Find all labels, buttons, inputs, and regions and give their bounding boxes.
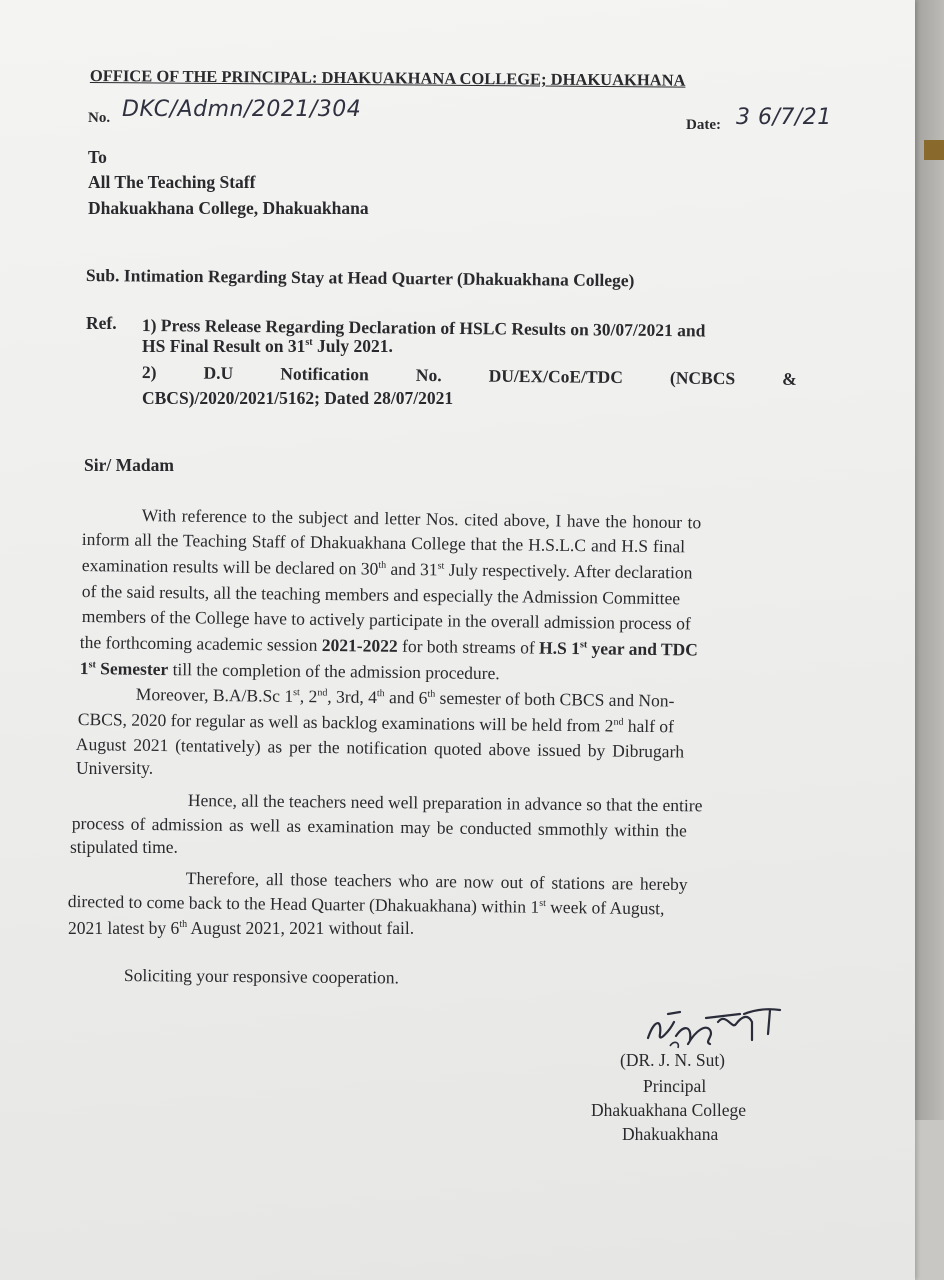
paragraph-2-line-3: August 2021 (tentatively) as per the notification quoted above issued by Dibrugarh: [75, 734, 685, 762]
paragraph-4-line-1: Therefore, all those teachers who are now out of stations are hereby: [185, 868, 688, 895]
paragraph-1-line-6: the forthcoming academic session 2021-2022 for both streams of H.S 1st year and TDC: [79, 632, 699, 660]
paragraph-4-line-2: directed to come back to the Head Quarter (Dhakuakhana) within 1st week of August,: [67, 891, 665, 919]
reference-1-line-1: 1) Press Release Regarding Declaration of HSLC Results on 30/07/2021 and: [141, 315, 706, 341]
handwritten-signature: [640, 1000, 785, 1052]
paragraph-1-line-4: of the said results, all the teaching members and especially the Admission Committee: [81, 581, 681, 609]
signatory-place: Dhakuakhana: [622, 1124, 719, 1144]
signatory-designation: Principal: [643, 1076, 707, 1096]
salutation: Sir/ Madam: [84, 455, 174, 475]
closing-line: Soliciting your responsive cooperation.: [123, 965, 400, 988]
reference-number-label: No.: [88, 110, 111, 126]
paragraph-3-line-1: Hence, all the teachers need well preparation in advance so that the entire: [187, 790, 703, 816]
reference-1-line-2: HS Final Result on 31st July 2021.: [142, 336, 393, 356]
reference-2-line-2: CBCS)/2020/2021/5162; Dated 28/07/2021: [142, 388, 454, 408]
paragraph-1-line-1: With reference to the subject and letter Nos. cited above, I have the honour to: [141, 505, 702, 533]
signatory-name: (DR. J. N. Sut): [620, 1050, 726, 1070]
paragraph-1-line-3: examination results will be declared on 30th and 31st July respectively. After declaration: [81, 555, 693, 583]
paragraph-2-line-1: Moreover, B.A/B.Sc 1st, 2nd, 3rd, 4th and 6th semester of both CBCS and Non-: [135, 684, 675, 711]
paragraph-1-line-7: 1st Semester till the completion of the admission procedure.: [79, 658, 500, 684]
office-title: OFFICE OF THE PRINCIPAL: DHAKUAKHANA COLLEGE; DHAKUAKHANA: [89, 66, 686, 90]
paragraph-4-line-3: 2021 latest by 6th August 2021, 2021 without fail.: [68, 918, 415, 938]
reference-number-value: DKC/Admn/2021/304: [122, 97, 362, 122]
paragraph-1-line-5: members of the College have to actively participate in the overall admission process of: [81, 606, 691, 634]
reference-label: Ref.: [86, 313, 117, 333]
date-value: 3 6/7/21: [736, 105, 832, 130]
background-object: [924, 140, 944, 160]
paragraph-3-line-2: process of admission as well as examination may be conducted smmothly within the: [71, 813, 687, 841]
reference-2-line-1: 2) D.U Notification No. DU/EX/CoE/TDC (NCBCS &: [141, 362, 797, 389]
addressee-line-1: All The Teaching Staff: [88, 172, 256, 192]
addressee-line-2: Dhakuakhana College, Dhakuakhana: [88, 198, 369, 218]
paragraph-2-line-4: University.: [76, 758, 154, 778]
addressee-to: To: [88, 147, 107, 167]
date-label: Date:: [686, 117, 721, 133]
paragraph-1-line-2: inform all the Teaching Staff of Dhakuakhana College that the H.S.L.C and H.S final: [81, 529, 686, 557]
paragraph-3-line-3: stipulated time.: [70, 837, 178, 857]
paragraph-2-line-2: CBCS, 2020 for regular as well as backlog examinations will be held from 2nd half of: [77, 709, 675, 737]
signatory-college: Dhakuakhana College: [591, 1100, 747, 1120]
subject-line: Sub. Intimation Regarding Stay at Head Quarter (Dhakuakhana College): [85, 265, 635, 291]
